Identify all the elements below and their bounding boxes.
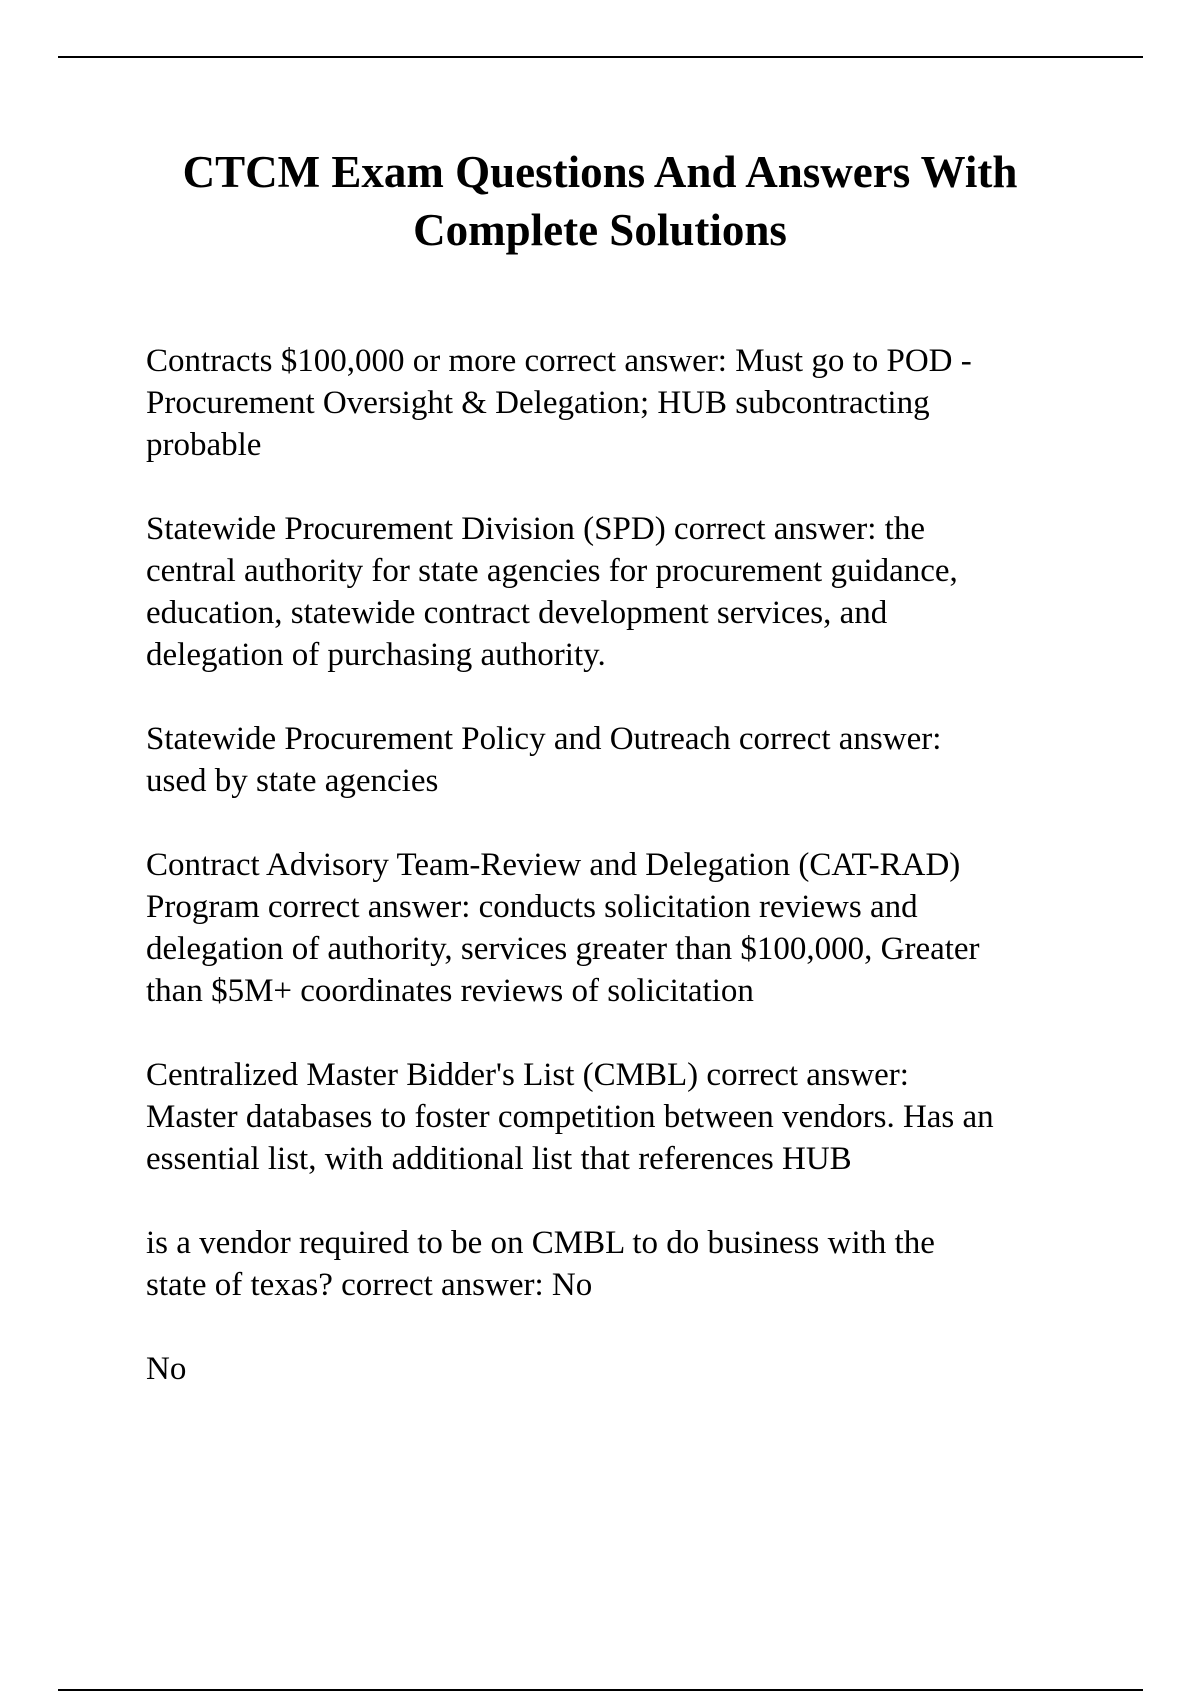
entry-line: delegation of authority, services greater than $100,000, Greater [146, 931, 980, 967]
entry-line: Statewide Procurement Division (SPD) correct answer: the [146, 511, 925, 547]
entry-line: Contract Advisory Team-Review and Delegation (CAT-RAD) [146, 847, 961, 883]
entry-line: probable [146, 427, 262, 463]
entry-line: Statewide Procurement Policy and Outreach correct answer: [146, 721, 942, 757]
qa-entry-cmbl-required [146, 1222, 1146, 1306]
entry-line: Program correct answer: conducts solicitation reviews and [146, 889, 918, 925]
entry-line: central authority for state agencies for procurement guidance, [146, 553, 958, 589]
title-line-2: Complete Solutions [413, 205, 787, 255]
entry-line: used by state agencies [146, 763, 439, 799]
qa-entry-cmbl [146, 1054, 1146, 1180]
title-line-1: CTCM Exam Questions And Answers With [182, 147, 1018, 197]
qa-entry-cat-rad [146, 844, 1146, 1012]
qa-entry-spd [146, 508, 1146, 676]
entry-line: delegation of purchasing authority. [146, 637, 606, 673]
top-rule [58, 56, 1143, 58]
qa-entry-policy-outreach [146, 718, 1146, 802]
bottom-rule [58, 1689, 1143, 1691]
entry-line: than $5M+ coordinates reviews of solicitation [146, 973, 754, 1009]
entry-line: state of texas? correct answer: No [146, 1267, 593, 1303]
entry-line: No [146, 1351, 187, 1387]
entry-line: education, statewide contract development services, and [146, 595, 888, 631]
entry-line: Contracts $100,000 or more correct answer: Must go to POD - [146, 343, 972, 379]
entry-line: Centralized Master Bidder's List (CMBL) correct answer: [146, 1057, 909, 1093]
entry-line: Master databases to foster competition between vendors. Has an [146, 1099, 994, 1135]
document-title [100, 143, 1100, 259]
entry-line: essential list, with additional list that references HUB [146, 1141, 852, 1177]
entry-line: Procurement Oversight & Delegation; HUB subcontracting [146, 385, 930, 421]
qa-entry-no [146, 1348, 1146, 1390]
qa-entry-contracts-100k [146, 340, 1146, 466]
entry-line: is a vendor required to be on CMBL to do business with the [146, 1225, 935, 1261]
qa-list [146, 340, 1146, 1432]
